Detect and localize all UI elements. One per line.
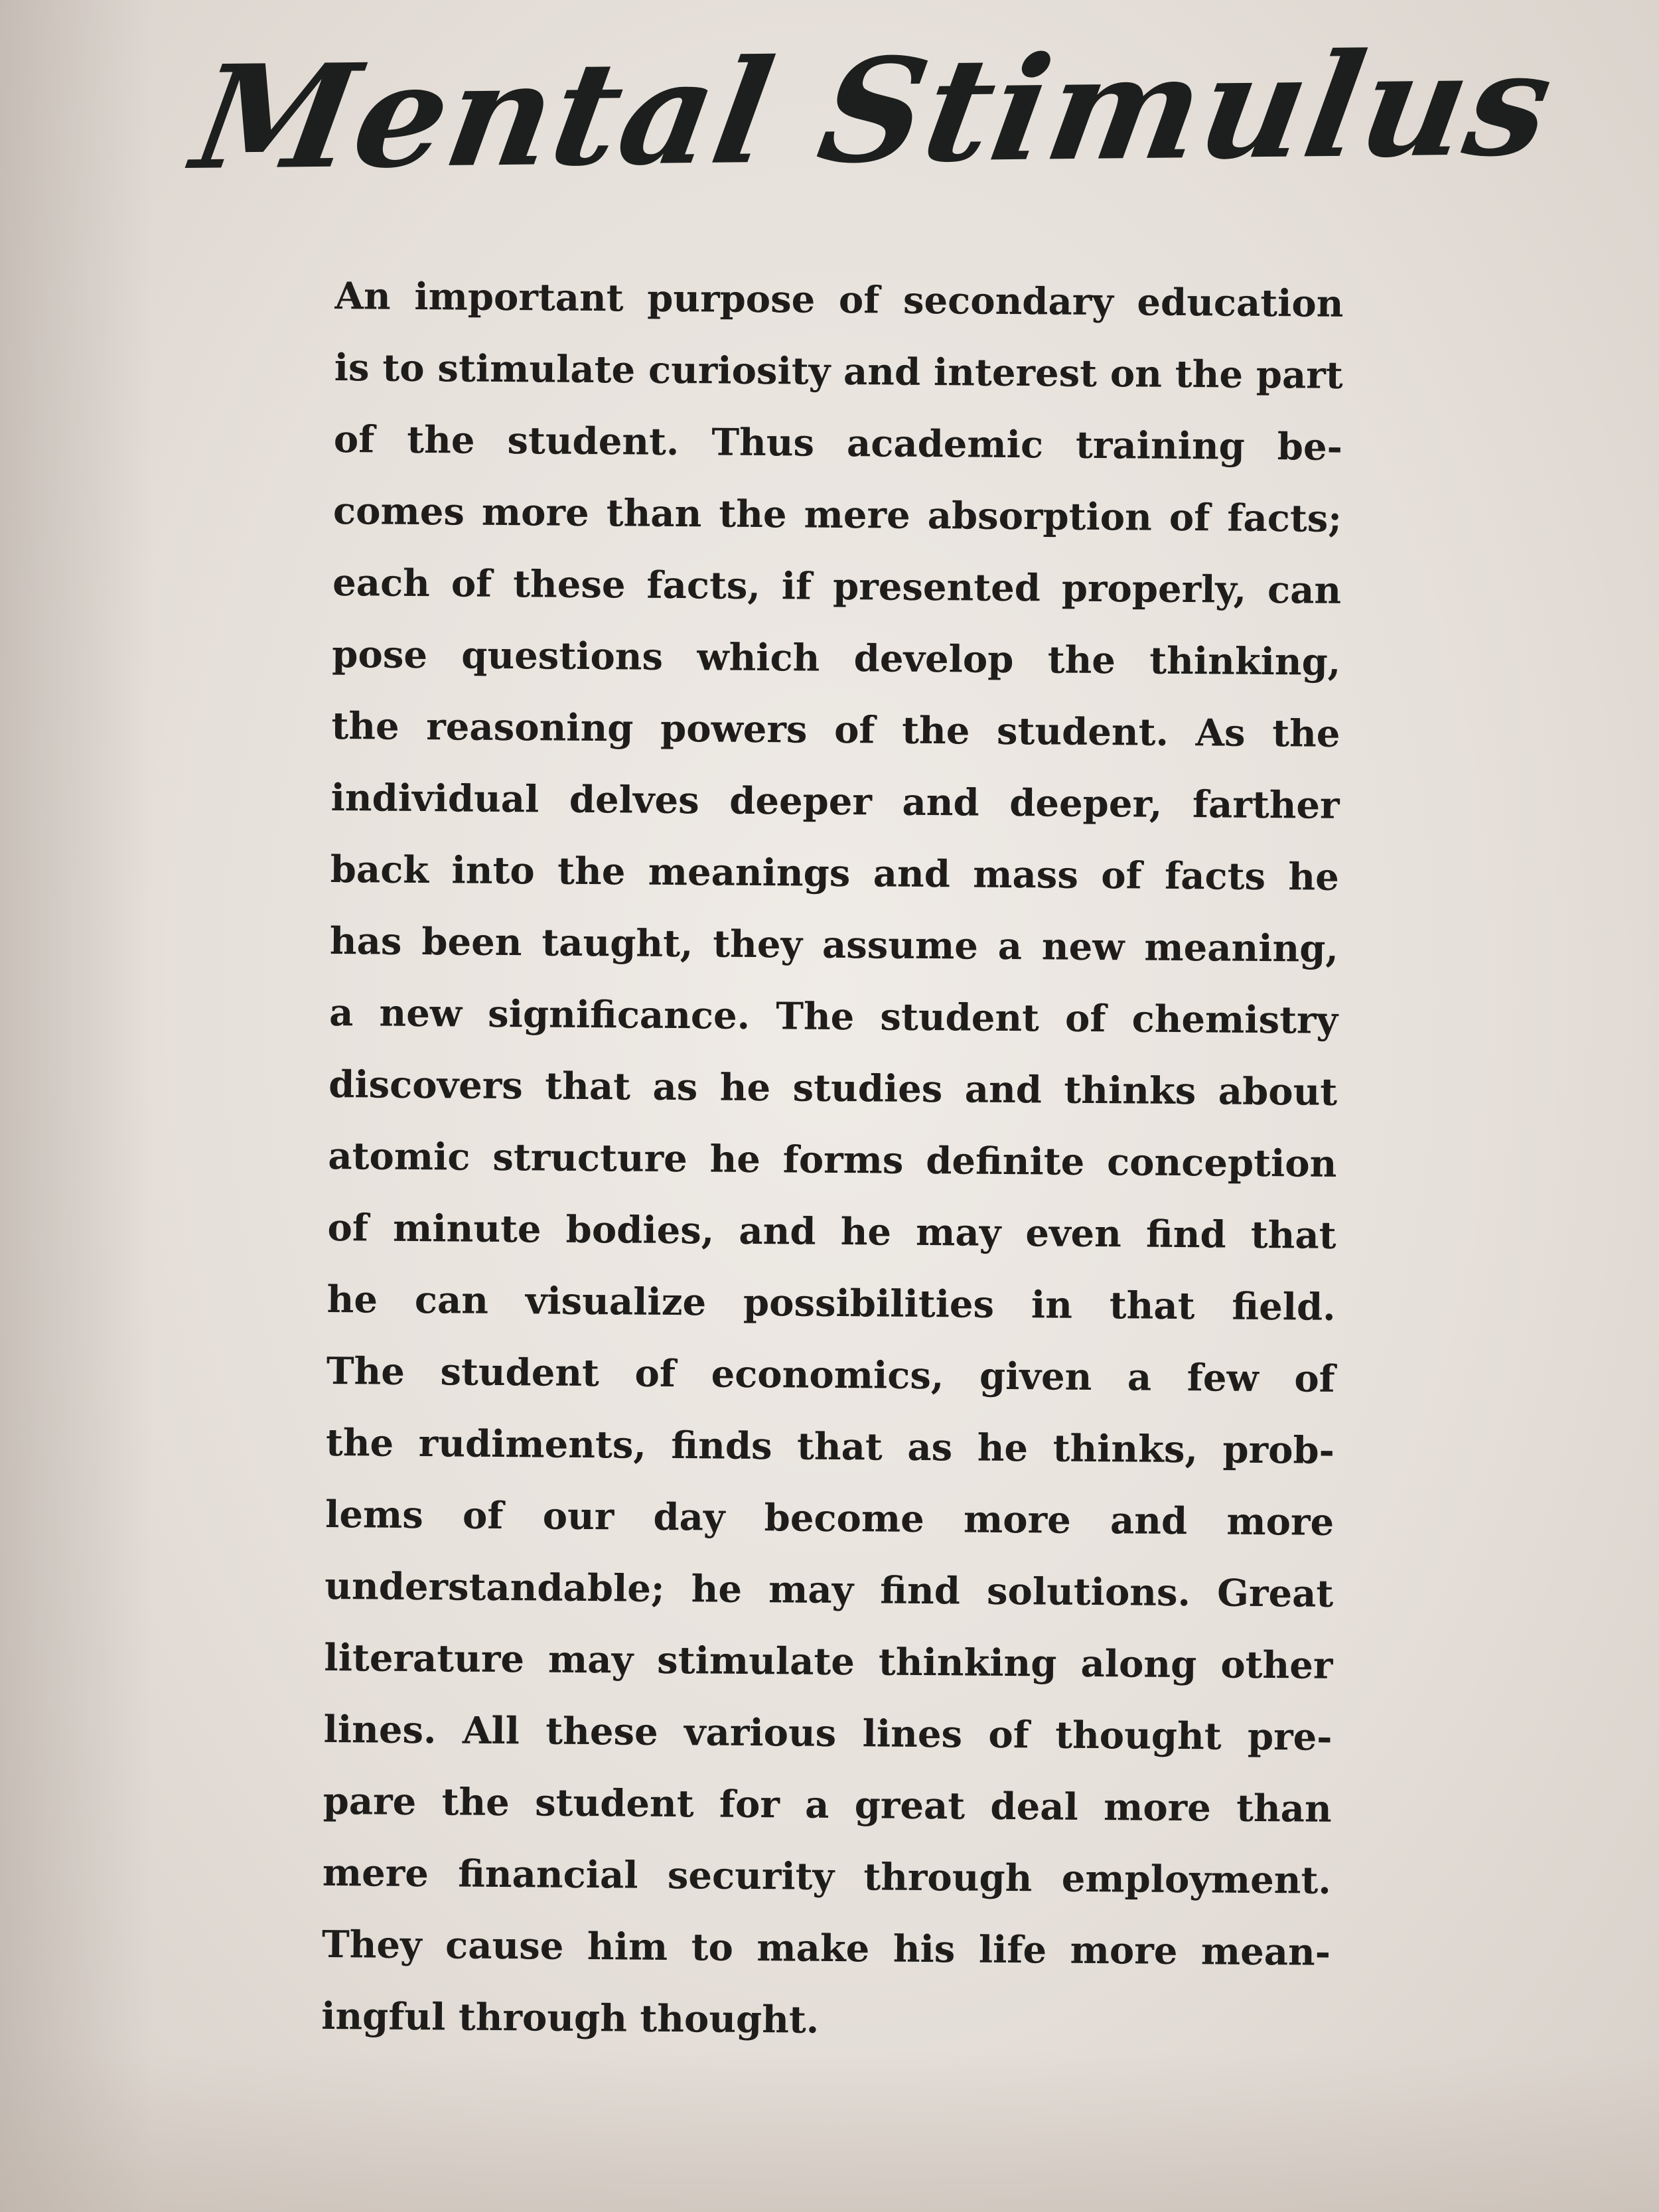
paragraph-line: ingful through thought. (321, 1994, 820, 2042)
paragraph-line: the rudiments, finds that as he thinks, prob- (325, 1420, 1335, 1473)
paragraph-line: a new significance. The student of chemistry (328, 990, 1338, 1043)
paragraph-line: of the student. Thus academic training be- (333, 417, 1343, 469)
paragraph-line: each of these facts, if presented properly, can (332, 560, 1342, 613)
paragraph-line: An important purpose of secondary education (334, 273, 1344, 326)
paragraph-line: lines. All these various lines of thought pre- (323, 1707, 1333, 1759)
paragraph-line: The student of economics, given a few of (326, 1349, 1336, 1401)
paragraph-line: back into the meanings and mass of facts he (330, 847, 1340, 899)
paragraph-line: lems of our day become more and more (325, 1492, 1334, 1544)
body-paragraph (321, 260, 1344, 2060)
paragraph-line: They cause him to make his life more mean- (321, 1922, 1331, 1974)
paragraph-line: literature may stimulate thinking along other (324, 1635, 1333, 1688)
page-left-shadow (0, 0, 153, 2212)
paragraph-line: discovers that as he studies and thinks about (328, 1062, 1338, 1114)
paragraph-line: he can visualize possibilities in that field. (326, 1277, 1336, 1329)
paragraph-line: is to stimulate curiosity and interest on the part (334, 345, 1343, 398)
paragraph-line: pose questions which develop the thinking, (332, 632, 1341, 684)
paragraph-line: of minute bodies, and he may even find that (327, 1205, 1336, 1258)
paragraph-line: has been taught, they assume a new meaning, (329, 919, 1339, 971)
paragraph-line: understandable; he may find solutions. Great (325, 1564, 1334, 1616)
paragraph-line: mere financial security through employment. (322, 1850, 1332, 1903)
paragraph-line: pare the student for a great deal more than (323, 1779, 1332, 1831)
paragraph-line: atomic structure he forms definite conception (328, 1134, 1337, 1186)
paragraph-line: individual delves deeper and deeper, farther (330, 775, 1340, 828)
paragraph-line: comes more than the mere absorption of facts; (332, 488, 1342, 541)
page-bottom-shadow (0, 2053, 1659, 2212)
page-title: Mental Stimulus (183, 19, 1565, 202)
paragraph-line: the reasoning powers of the student. As the (331, 703, 1340, 756)
